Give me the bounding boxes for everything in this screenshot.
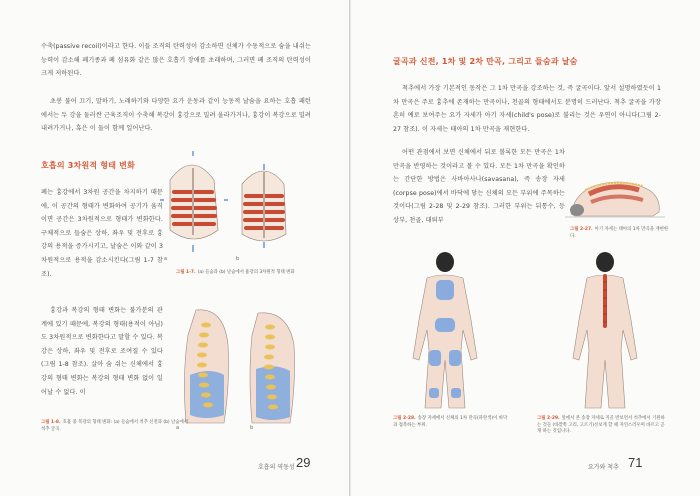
left-page-number: 29	[296, 455, 311, 470]
figure-1-7-label-b: b	[236, 256, 240, 262]
figure-2-29-caption: 그림 2-29. 앞에서 본 송장 자세로 지골 반보면서 척추에서 기원하는 것들 (바깥쪽 고리, 고르기)선보게 할 때 자연스러우며 바르고 곧게 하는 것입니다.	[537, 416, 665, 435]
left-running-footer: 호흡의 역동성	[258, 464, 295, 471]
figure-1-8-caption: 그림 1-8. 호흡 중 복강의 형태 변화: (a) 들숨에서 척추 신전과 (b) 날숨에서 척추 굴곡.	[41, 420, 188, 432]
left-para-4: 흉강과 복강의 형태 변화는 불가분의 관계에 있기 때문에, 복강의 형태(용적이 아님)도 3차원적으로 변화한다고 말할 수 있다. 복강은 상하, 좌우 및 전후로 조여질 수 있다(그림 1-8 참조). 살아 숨 쉬는 신체에서 흉강의 형태 변화는 복강의 형태 변화 없이 일어날 수 없다. 이	[41, 307, 163, 396]
figure-1-8-label-b: b	[250, 425, 254, 431]
ribcage-b	[242, 164, 286, 248]
right-page-number: 71	[628, 455, 643, 470]
right-section-heading: 굴곡과 신전, 1차 및 2차 만곡, 그리고 들숨과 날숨	[393, 57, 578, 66]
right-running-footer: 요가와 척추	[588, 464, 619, 471]
figure-2-27-childs-pose-illustration	[565, 172, 665, 222]
ribcage-a	[160, 151, 228, 252]
figure-2-28-caption: 그림 2-28. 송장 자세에서 신체의 1차 만곡(파란색)이 바닥과 접촉하는 부위.	[393, 416, 508, 428]
figure-2-27-caption: 그림 2-27. 아기 자세는 태아의 1차 만곡을 재현한다.	[570, 227, 669, 239]
right-para-1: 척추에서 가장 기본적인 동작은 그 1차 만곡을 강조하는 것, 즉 굴곡이다. 앞서 설명하였듯이 1차 만곡은 주로 흉추에 존재하는 만곡이나, 천골의 형태에서도 분명히 드러난다. 척추 굴곡을 가장 흔히 예로 보여주는 요가 자세가 아기 자세(child's pose)로 불리는 것은 우연이 아니다(그림 2-27 참조). 이 자세는 태아의 1차 만곡을 재현한다.	[393, 85, 661, 133]
left-para-2: 초봉 불어 끄기, 말하기, 노래하기와 다양한 요가 운동과 같이 능동적 날숨을 요하는 호흡 패턴에서는 두 강을 둘러싼 근육조직이 수축해 복강이 흉강으로 밀려 올라가거나, 흉강이 복강으로 밀려 내려가거나, 혹은 이 둘이 함께 일어난다.	[41, 98, 311, 133]
left-section-heading: 호흡의 3차원적 형태 변화	[41, 161, 136, 170]
left-page	[0, 0, 349, 496]
right-para-2: 어떤 관점에서 보면 신체에서 뒤로 볼록한 모든 만곡은 1차 만곡을 반영하는 것이라고 볼 수 있다. 모든 1차 만곡을 확인하는 간단한 방법은 사바아사나(savasana), 즉 송장 자세(corpse pose)에서 바닥에 닿는 신체의 모든 부위에 주목하는 것이다(그림 2-28 및 2-29 참조). 그러한 부위는 뒤통수, 등 상부, 천골, 대퇴부	[393, 149, 565, 224]
torso-b	[250, 313, 295, 423]
left-para-3: 폐는 흉강에서 3차원 공간을 차지하기 때문에, 이 공간의 형태가 변화하여 공기가 움직이면 공간은 3차원적으로 형태가 변화한다. 구체적으로 들숨은 상하, 좌우 및 전후로 흉강의 용적을 증가시키고, 날숨은 이와 같이 3차원적으로 용적을 감소시킨다(그림 1-7 참조).	[41, 189, 163, 278]
figure-1-7-label-a: a	[164, 256, 168, 262]
torso-a	[184, 310, 228, 423]
figure-1-8-torso-illustration	[166, 305, 306, 430]
figure-1-7-caption: 그림 1-7. (a) 들숨과 (b) 날숨에서 흉강의 3차원적 형태 변화	[176, 270, 295, 275]
figure-2-29-corpse-pose-spine-illustration	[565, 250, 645, 412]
right-page	[351, 0, 700, 496]
figure-2-28-corpse-pose-back-illustration	[405, 250, 485, 412]
left-para-1: 수축(passive recoil)이라고 한다. 이들 조직의 탄력성이 감소하면 신체가 수동적으로 숨을 내쉬는 능력이 감소해 폐기종과 폐 섬유화 같은 많은 호흡기 장애를 초래하며, 그러면 폐 조직의 탄력성이 크게 저하된다.	[41, 43, 311, 78]
figure-1-8-label-a: a	[176, 425, 180, 431]
figure-1-7-ribcage-illustration	[160, 150, 300, 265]
